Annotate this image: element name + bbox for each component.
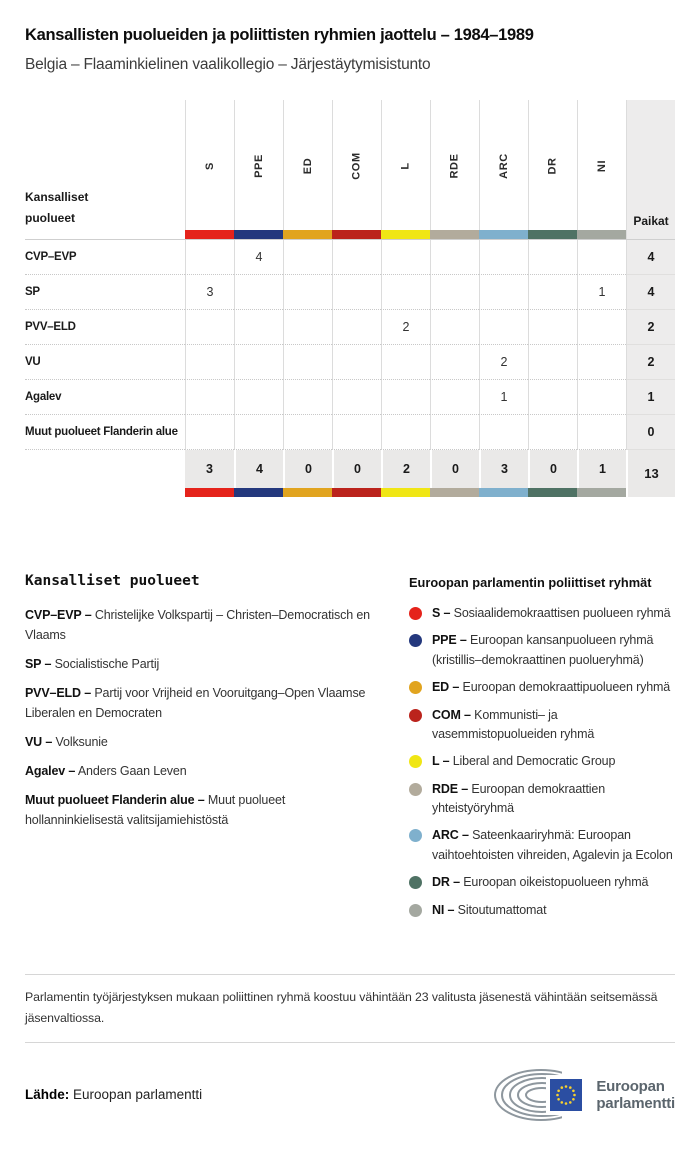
- group-color-dot: [409, 783, 422, 796]
- group-color-dot: [409, 607, 422, 620]
- total-cell: 0: [528, 450, 577, 488]
- legend-item: Agalev – Anders Gaan Leven: [25, 764, 187, 778]
- column-header-label: S: [204, 161, 216, 170]
- legends-section: [25, 573, 675, 928]
- column-header-label: PPE: [253, 153, 265, 178]
- table-header-row: [25, 100, 675, 240]
- totals-row: [25, 450, 675, 497]
- group-color-strip: [430, 488, 479, 497]
- party-label: VU: [25, 345, 185, 380]
- total-cell: 0: [283, 450, 332, 488]
- eu-parliament-hemicycle-icon: [494, 1069, 590, 1121]
- table-row: [25, 380, 675, 415]
- eu-flag-icon: [550, 1079, 582, 1111]
- national-parties-legend: [25, 573, 385, 928]
- seat-cell: [185, 240, 234, 275]
- seat-cell: [381, 380, 430, 415]
- seats-table: [25, 100, 675, 497]
- column-header-rde: [430, 100, 479, 239]
- seat-cell: [185, 415, 234, 450]
- seat-cell: [234, 310, 283, 345]
- total-cell: 0: [430, 450, 479, 488]
- corner-label: Kansalliset puolueet: [25, 189, 89, 226]
- seat-cell: [430, 310, 479, 345]
- totals-color-strip: [185, 488, 626, 497]
- column-header-ed: [283, 100, 332, 239]
- group-color-strip: [234, 230, 283, 239]
- legend-item: PVV–ELD – Partij voor Vrijheid en Vooruitgang–Open Vlaamse Liberalen en Democraten: [25, 686, 366, 720]
- table-row: [25, 310, 675, 345]
- column-header-label: L: [399, 161, 412, 170]
- seat-cell: [479, 415, 528, 450]
- seat-cell: [430, 240, 479, 275]
- legend-item: DR – Euroopan oikeistopuolueen ryhmä: [409, 873, 675, 892]
- seat-cell: [577, 345, 626, 380]
- group-color-strip: [430, 230, 479, 239]
- group-color-strip: [332, 230, 381, 239]
- legend-item: NI – Sitoutumattomat: [409, 901, 675, 920]
- legend-item: L – Liberal and Democratic Group: [409, 752, 675, 771]
- table-row: [25, 275, 675, 310]
- seat-cell: [185, 380, 234, 415]
- footer-divider: [25, 1042, 675, 1043]
- seat-cell: [381, 345, 430, 380]
- column-header-label: COM: [351, 151, 363, 180]
- seat-cell: [234, 345, 283, 380]
- column-header-ni: [577, 100, 626, 239]
- seat-cell: [577, 380, 626, 415]
- seat-cell: [283, 380, 332, 415]
- seat-cell: [528, 345, 577, 380]
- total-cell: 1: [577, 450, 626, 488]
- seat-cell: [332, 380, 381, 415]
- column-header-dr: [528, 100, 577, 239]
- seat-cell: 2: [479, 345, 528, 380]
- seats-total-cell: 4: [626, 275, 675, 310]
- group-color-strip: [234, 488, 283, 497]
- column-header-com: [332, 100, 381, 239]
- seat-cell: [234, 275, 283, 310]
- seat-cell: [479, 240, 528, 275]
- group-color-strip: [479, 488, 528, 497]
- seat-cell: [430, 380, 479, 415]
- column-header-label: NI: [595, 159, 608, 172]
- seat-cell: [332, 345, 381, 380]
- table-row: [25, 415, 675, 450]
- legend-item: COM – Kommunisti– ja vasemmistopuolueiden ryhmä: [409, 706, 675, 745]
- seat-cell: [185, 310, 234, 345]
- total-cell: 3: [479, 450, 528, 488]
- legend-item: Muut puolueet Flanderin alue – Muut puolueet hollanninkielisestä valitsijamiehistöstä: [25, 793, 286, 827]
- political-groups-legend: [409, 573, 675, 928]
- grand-total-cell: 13: [626, 450, 675, 497]
- group-color-strip: [381, 488, 430, 497]
- group-color-strip: [577, 488, 626, 497]
- table-row: [25, 345, 675, 380]
- legend-item: SP – Socialistische Partij: [25, 657, 160, 671]
- seats-column-header: Paikat: [626, 100, 675, 239]
- seat-cell: 1: [479, 380, 528, 415]
- seats-total-cell: 2: [626, 345, 675, 380]
- seat-cell: [430, 275, 479, 310]
- legend-item: CVP–EVP – Christelijke Volkspartij – Christen–Democratisch en Vlaams: [25, 608, 370, 642]
- eu-parliament-logo: [494, 1069, 675, 1121]
- seat-cell: [528, 415, 577, 450]
- seats-total-cell: 4: [626, 240, 675, 275]
- party-label: CVP–EVP: [25, 240, 185, 275]
- party-label: PVV–ELD: [25, 310, 185, 345]
- column-header-l: [381, 100, 430, 239]
- group-color-dot: [409, 904, 422, 917]
- seat-cell: [283, 240, 332, 275]
- seat-cell: [479, 310, 528, 345]
- total-cell: 0: [332, 450, 381, 488]
- seat-cell: [430, 415, 479, 450]
- page-title: Kansallisten puolueiden ja poliittisten ryhmien jaottelu – 1984–1989: [25, 26, 534, 44]
- seat-cell: [528, 310, 577, 345]
- column-header-arc: [479, 100, 528, 239]
- group-color-strip: [381, 230, 430, 239]
- seat-cell: [528, 275, 577, 310]
- group-color-strip: [283, 230, 332, 239]
- group-color-strip: [528, 488, 577, 497]
- column-header-label: RDE: [449, 152, 461, 179]
- seat-cell: 4: [234, 240, 283, 275]
- group-color-dot: [409, 829, 422, 842]
- total-cell: 4: [234, 450, 283, 488]
- seat-cell: [332, 240, 381, 275]
- total-cell: 2: [381, 450, 430, 488]
- source-row: [25, 1069, 675, 1121]
- legend-item: S – Sosiaalidemokraattisen puolueen ryhmä: [409, 604, 675, 623]
- footer-divider: [25, 974, 675, 975]
- seat-cell: [283, 275, 332, 310]
- source-line: [25, 1087, 202, 1102]
- page-subtitle: Belgia – Flaaminkielinen vaalikollegio – Järjestäytymisistunto: [25, 56, 431, 73]
- legend-heading: Kansalliset puolueet: [25, 573, 200, 589]
- group-color-strip: [283, 488, 332, 497]
- seat-cell: [381, 240, 430, 275]
- group-color-strip: [185, 230, 234, 239]
- party-label: Agalev: [25, 380, 185, 415]
- column-header-ppe: [234, 100, 283, 239]
- group-color-dot: [409, 634, 422, 647]
- seat-cell: [332, 275, 381, 310]
- seat-cell: [430, 345, 479, 380]
- legend-item: PPE – Euroopan kansanpuolueen ryhmä (kristillis–demokraattinen puolueryhmä): [409, 631, 675, 670]
- seat-cell: [283, 415, 332, 450]
- column-header-label: ARC: [497, 152, 510, 179]
- group-color-dot: [409, 755, 422, 768]
- column-header-label: DR: [547, 156, 559, 175]
- seat-cell: [332, 415, 381, 450]
- column-header-s: [185, 100, 234, 239]
- seat-cell: [332, 310, 381, 345]
- table-row: [25, 240, 675, 275]
- legend-item: RDE – Euroopan demokraattien yhteistyöryhmä: [409, 780, 675, 819]
- total-cell: 3: [185, 450, 234, 488]
- group-color-strip: [528, 230, 577, 239]
- source-label: Lähde:: [25, 1087, 70, 1103]
- legend-item: VU – Volksunie: [25, 735, 108, 749]
- seat-cell: 1: [577, 275, 626, 310]
- seat-cell: [528, 240, 577, 275]
- source-text: Euroopan parlamentti: [73, 1087, 203, 1103]
- seat-cell: [479, 275, 528, 310]
- seat-cell: [381, 415, 430, 450]
- party-label: SP: [25, 275, 185, 310]
- column-header-label: ED: [301, 157, 314, 174]
- seat-cell: [283, 310, 332, 345]
- corner-label-cell: [25, 100, 185, 239]
- seats-total-cell: 1: [626, 380, 675, 415]
- seat-cell: 3: [185, 275, 234, 310]
- group-color-strip: [185, 488, 234, 497]
- legend-heading: Euroopan parlamentin poliittiset ryhmät: [409, 575, 652, 590]
- group-color-dot: [409, 876, 422, 889]
- party-label: Muut puolueet Flanderin alue: [25, 415, 185, 450]
- footnote: Parlamentin työjärjestyksen mukaan poliittinen ryhmä koostuu vähintään 23 valitusta jäsenestä vähintään seitsemässä jäsenvaltiossa.: [25, 989, 658, 1026]
- seat-cell: [381, 275, 430, 310]
- seat-cell: [577, 240, 626, 275]
- legend-item: ED – Euroopan demokraattipuolueen ryhmä: [409, 678, 675, 697]
- seat-cell: [185, 345, 234, 380]
- seat-cell: [528, 380, 577, 415]
- eu-parliament-logo-text: Euroopan parlamentti: [596, 1077, 675, 1112]
- seat-cell: [283, 345, 332, 380]
- seats-total-cell: 2: [626, 310, 675, 345]
- seat-cell: [234, 380, 283, 415]
- seat-cell: [577, 310, 626, 345]
- seat-cell: [234, 415, 283, 450]
- group-color-dot: [409, 681, 422, 694]
- seat-cell: [577, 415, 626, 450]
- legend-item: ARC – Sateenkaariryhmä: Euroopan vaihtoehtoisten vihreiden, Agalevin ja Ecolon: [409, 826, 675, 865]
- group-color-strip: [577, 230, 626, 239]
- group-color-strip: [479, 230, 528, 239]
- seats-total-cell: 0: [626, 415, 675, 450]
- seat-cell: 2: [381, 310, 430, 345]
- group-color-dot: [409, 709, 422, 722]
- group-color-strip: [332, 488, 381, 497]
